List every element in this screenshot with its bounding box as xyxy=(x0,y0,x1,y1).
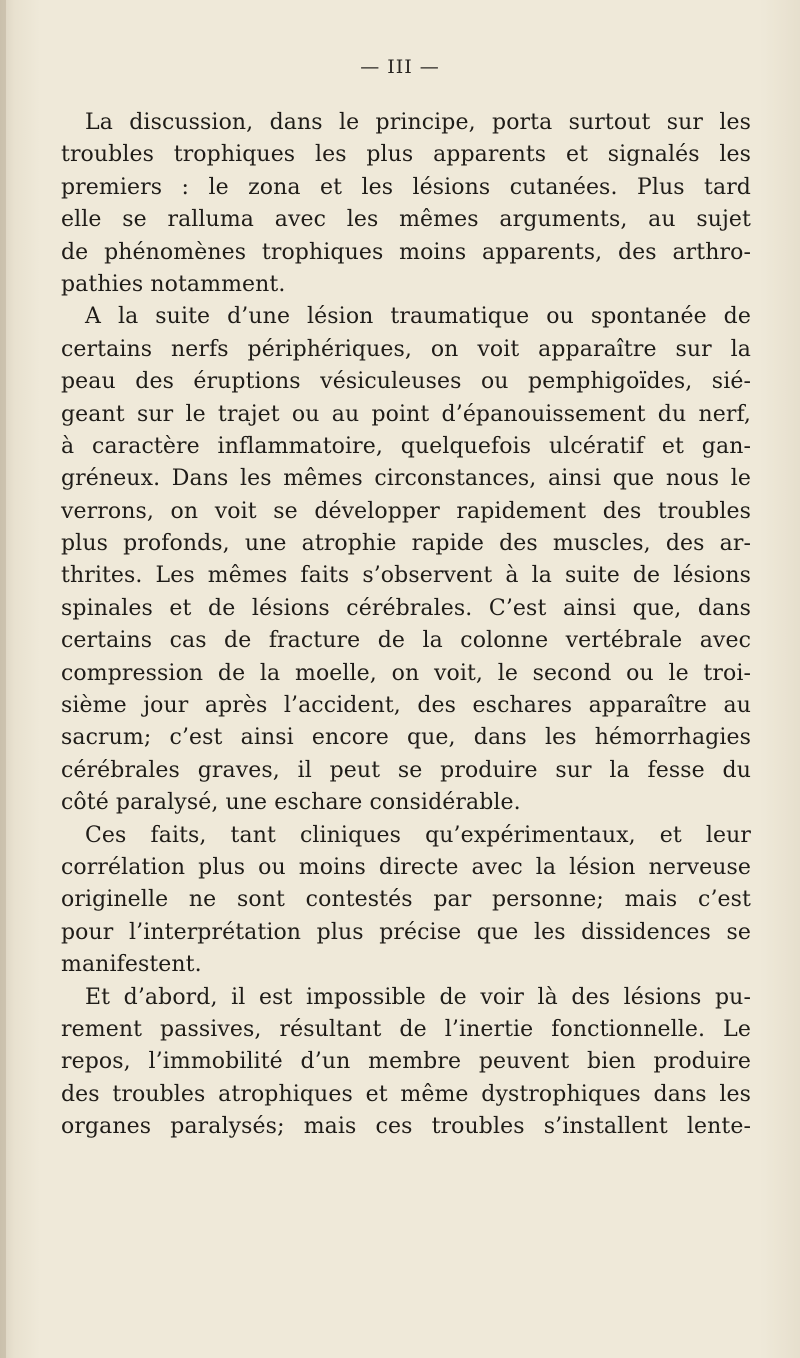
text-line: elle se ralluma avec les mêmes arguments, au sujet xyxy=(61,207,751,233)
text-line: spinales et de lésions cérébrales. C’est ainsi que, dans xyxy=(61,595,751,621)
page-number-header: — III — xyxy=(360,56,440,78)
body-text xyxy=(61,107,751,1144)
text-line: côté paralysé, une eschare considérable. xyxy=(61,790,521,816)
text-line: sacrum; c’est ainsi encore que, dans les hémorrhagies xyxy=(61,725,751,751)
text-line: troubles trophiques les plus apparents et signalés les xyxy=(61,142,751,168)
text-line: plus profonds, une atrophie rapide des muscles, des ar- xyxy=(61,531,751,557)
text-line: manifestent. xyxy=(61,952,202,978)
text-line: rement passives, résultant de l’inertie fonctionnelle. Le xyxy=(61,1016,751,1042)
text-line: thrites. Les mêmes faits s’observent à la suite de lésions xyxy=(61,563,751,589)
text-line: des troubles atrophiques et même dystrophiques dans les xyxy=(61,1081,751,1107)
text-line: Et d’abord, il est impossible de voir là des lésions pu- xyxy=(85,984,751,1010)
text-line: premiers : le zona et les lésions cutanées. Plus tard xyxy=(61,174,751,200)
text-line: originelle ne sont contestés par personne; mais c’est xyxy=(61,887,751,913)
text-line: organes paralysés; mais ces troubles s’installent lente- xyxy=(61,1114,751,1140)
text-line: pour l’interprétation plus précise que les dissidences se xyxy=(61,919,751,945)
text-line: pathies notamment. xyxy=(61,271,286,297)
text-line: repos, l’immobilité d’un membre peuvent bien produire xyxy=(61,1049,751,1075)
text-line: A la suite d’une lésion traumatique ou spontanée de xyxy=(85,304,751,330)
text-line: certains cas de fracture de la colonne vertébrale avec xyxy=(61,628,751,654)
page-binding-edge xyxy=(0,0,6,1358)
text-line: certains nerfs périphériques, on voit apparaître sur la xyxy=(61,336,751,362)
text-line: cérébrales graves, il peut se produire sur la fesse du xyxy=(61,757,751,783)
text-line: gréneux. Dans les mêmes circonstances, ainsi que nous le xyxy=(61,466,751,492)
text-line: à caractère inflammatoire, quelquefois ulcératif et gan- xyxy=(61,433,751,459)
text-line: sième jour après l’accident, des eschares apparaître au xyxy=(61,693,751,719)
text-line: de phénomènes trophiques moins apparents, des arthro- xyxy=(61,239,751,265)
text-line: La discussion, dans le principe, porta surtout sur les xyxy=(85,110,751,135)
text-line: corrélation plus ou moins directe avec la lésion nerveuse xyxy=(61,854,751,880)
text-line: verrons, on voit se développer rapidement des troubles xyxy=(61,498,751,524)
text-line: geant sur le trajet ou au point d’épanouissement du nerf, xyxy=(61,401,751,427)
text-line: compression de la moelle, on voit, le second ou le troi- xyxy=(61,660,751,686)
text-line: peau des éruptions vésiculeuses ou pemphigoïdes, sié- xyxy=(61,369,751,395)
text-line: Ces faits, tant cliniques qu’expérimentaux, et leur xyxy=(85,822,751,848)
